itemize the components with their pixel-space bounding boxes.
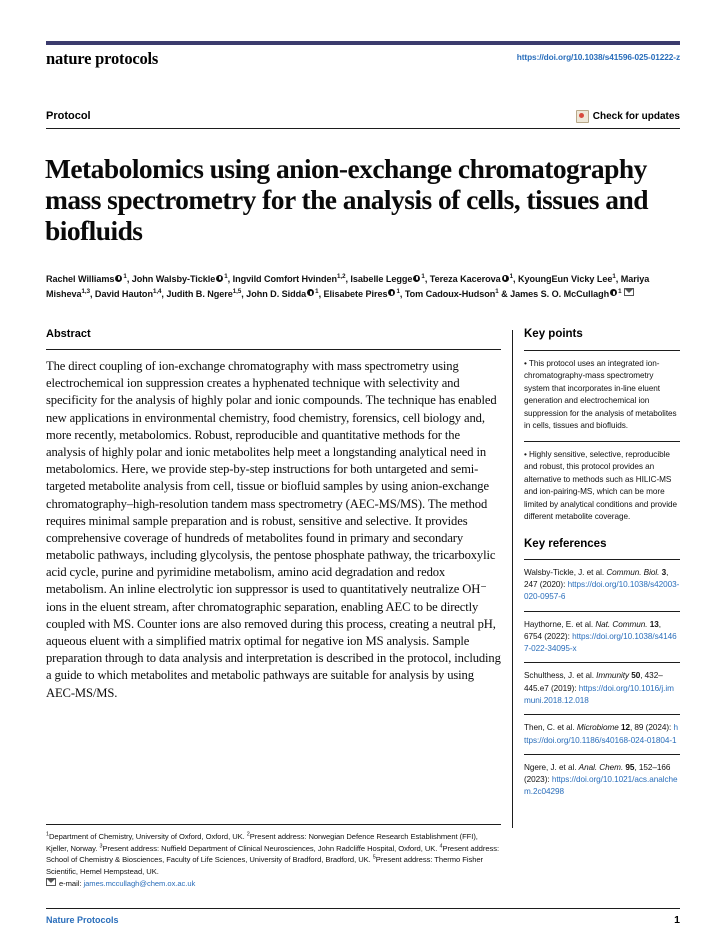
key-point-item: • Highly sensitive, selective, reproducible and robust, this protocol provides an alternative to methods such as HILIC-MS and ion-pairing-MS, which can be more limited by analytical conditions and provide different metabolite coverage. — [524, 449, 677, 522]
key-points-heading: Key points — [524, 328, 583, 340]
footer-journal-name: Nature Protocols — [46, 915, 119, 925]
footnotes-block — [46, 831, 501, 890]
key-reference-rule — [524, 714, 680, 715]
key-reference-rule — [524, 754, 680, 755]
footnotes-rule — [46, 824, 501, 825]
key-reference-rule — [524, 559, 680, 560]
reference-pages-year: , 152–166 (2023): — [524, 762, 671, 785]
reference-doi-link[interactable]: https://doi.org/10.1038/s41467-022-34095-x — [524, 631, 677, 654]
reference-authors: Schulthess, J. et al. — [524, 671, 597, 681]
reference-journal: Microbiome — [576, 723, 619, 733]
key-references-heading: Key references — [524, 537, 607, 550]
email-label: e-mail: — [59, 879, 82, 889]
footer-rule — [46, 908, 680, 909]
envelope-icon — [46, 878, 56, 886]
reference-pages-year: , 89 (2024): — [629, 723, 674, 733]
reference-pages-year: , 247 (2020): — [524, 567, 669, 589]
masthead-rule — [46, 41, 680, 45]
key-reference-rule — [524, 662, 680, 663]
doi-link[interactable]: https://doi.org/10.1038/s41596-025-01222-z — [516, 52, 680, 62]
abstract-body: The direct coupling of ion-exchange chromatography with mass spectrometry using electrochemical ion suppression creates a hyphenated technique with selectivity and specificity for the analysis of highly polar and ionic compounds. The technique has enabled new applications in environmental chemistry, food chemistry, forensics, cell biology and, more recently, metabolomics. Robust, reproducible and quantitative methods for the analysis of highly polar and ionic metabolites help meet a longstanding analytical need in metabolomics. Here, we provide step-by-step instructions for both untargeted and semi-targeted metabolite analysis from cell, tissue or biofluid samples by using anion-exchange chromatography–high-resolution tandem mass spectrometry (AEC-MS/MS). The method requires minimal sample preparation and is robust, sensitive and selective. It provides comprehensive coverage of hundreds of metabolites found in primary and secondary metabolic pathways, including glycolysis, the pentose phosphate pathway, the tricarboxylic acid cycle, purine and pyrimidine metabolism, amino acid degradation and redox metabolism. An inline electrolytic ion suppressor is used to quantitatively neutralize OH⁻ ions in the eluent stream, after chromatographic separation, enabling AEC to be directly coupled with MS. Counter ions are also removed during this process, creating a neutral pH, aqueous eluent with a simplified matrix optimal for negative ion MS analysis. Sample preparation through to data analysis and interpretation is described in the protocol, including a guide to which metabolites and metabolic pathways are suitable for analysis by using AEC-MS/MS. — [46, 359, 501, 700]
reference-authors: Then, C. et al. — [524, 723, 577, 733]
key-reference-item — [524, 619, 680, 656]
orcid-icon[interactable] — [502, 275, 509, 282]
header-divider — [46, 128, 680, 129]
orcid-icon[interactable] — [216, 275, 223, 282]
reference-volume: 12 — [620, 723, 630, 733]
key-reference-item — [524, 762, 680, 799]
check-for-updates-label: Check for updates — [592, 111, 680, 122]
check-for-updates-button[interactable] — [576, 110, 680, 123]
crossmark-icon — [576, 110, 589, 123]
abstract-column — [46, 328, 501, 702]
reference-pages-year: , 432–445.e7 (2019): — [524, 671, 663, 693]
reference-volume: 3 — [661, 567, 667, 577]
orcid-icon[interactable] — [413, 275, 420, 282]
reference-doi-link[interactable]: https://doi.org/10.1186/s40168-024-01804-1 — [524, 723, 678, 745]
corresponding-email-link[interactable]: james.mccullagh@chem.ox.ac.uk — [83, 879, 196, 889]
key-reference-rule — [524, 611, 680, 612]
key-reference-item — [524, 670, 680, 707]
page-title: Metabolomics using anion-exchange chromatography mass spectrometry for the analysis of cells, tissues and biofluids — [45, 153, 648, 247]
article-type-label: Protocol — [46, 110, 91, 122]
reference-doi-link[interactable]: https://doi.org/10.1016/j.immuni.2018.12.018 — [524, 683, 674, 705]
reference-journal: Nat. Commun. — [595, 619, 648, 629]
orcid-icon[interactable] — [388, 289, 395, 296]
reference-journal: Anal. Chem. — [578, 762, 624, 772]
reference-volume: 50 — [631, 671, 641, 681]
orcid-icon[interactable] — [307, 289, 314, 296]
author-list: Rachel Williams $^1$, John Walsby-Tickle $^1$, Ingvild Comfort Hvinden$^{1,2}$, Isabelle Legge $^1$, Tereza Kacerova $^1$, KyoungEun Vicky Lee$^1$, Mariya Misheva$^{1,3}$, David Hauton$^{1,4}$, Judith B. Ngere$^{1,5}$, John D. Sidda $^1$, Elisabete Pires $^1$, Tom Cadoux-Hudson$^1$ & James S. O. McCullagh $^1$ — [46, 272, 650, 299]
key-references-list — [524, 559, 680, 799]
key-reference-item — [524, 722, 680, 747]
reference-authors: Haythorne, E. et al. — [524, 619, 596, 629]
reference-authors: Ngere, J. et al. — [524, 762, 579, 772]
orcid-icon[interactable] — [610, 289, 617, 296]
reference-volume: 13 — [649, 619, 659, 629]
journal-masthead-title: nature protocols — [46, 49, 159, 68]
reference-journal: Commun. Biol. — [606, 567, 660, 577]
key-points-rule-0 — [524, 350, 680, 351]
reference-volume: 95 — [625, 762, 635, 772]
orcid-icon[interactable] — [115, 275, 122, 282]
reference-doi-link[interactable]: https://doi.org/10.1038/s42003-020-0957-6 — [524, 579, 680, 602]
reference-pages-year: , 6754 (2022): — [524, 619, 661, 641]
key-point-item: • This protocol uses an integrated ion-chromatography-mass spectrometry system that incorporates in-line eluent generation and electrochemical ion suppression for the analysis of metabolites in cells, tissues and biofluids. — [524, 359, 677, 431]
key-points-rule-1 — [524, 441, 680, 442]
column-divider — [512, 330, 513, 828]
reference-doi-link[interactable]: https://doi.org/10.1021/acs.analchem.2c04298 — [524, 775, 678, 797]
abstract-heading: Abstract — [46, 328, 91, 340]
footer-page-number: 1 — [674, 914, 680, 926]
corresponding-email-row — [46, 878, 501, 890]
envelope-icon[interactable] — [624, 288, 634, 296]
key-reference-item — [524, 567, 680, 604]
affiliations-text: $^1$Department of Chemistry, University of Oxford, Oxford, UK. $^2$Present address: Norwegian Defence Research Establishment (FFI), Kjeller, Norway. $^3$Present address: Nuffield Department of Clinical Neurosciences, John Radcliffe Hospital, Oxford, UK. $^4$Present address: School of Chemistry & Biosciences, Faculty of Life Sciences, University of Bradford, Bradford, UK. $^5$Present address: Thermo Fisher Scientific, Hemel Hempstead, UK. — [46, 831, 500, 876]
abstract-rule — [46, 349, 501, 350]
reference-authors: Walsby-Tickle, J. et al. — [524, 567, 607, 577]
sidebar-column — [524, 328, 680, 806]
reference-journal: Immunity — [596, 671, 629, 681]
